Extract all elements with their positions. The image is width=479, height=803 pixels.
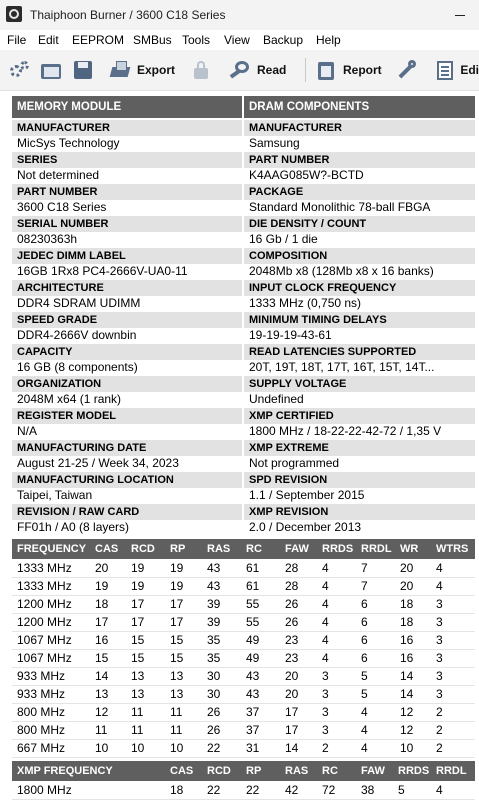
field-label: JEDEC DIMM LABEL — [12, 248, 242, 264]
timing-cell: 23 — [285, 633, 299, 647]
dram-component-field — [244, 183, 475, 214]
timing-cell: 16 — [400, 633, 414, 647]
field-label: PACKAGE — [244, 184, 475, 200]
timing-cell: 43 — [207, 579, 221, 593]
menu-view[interactable]: View — [224, 33, 250, 47]
timing-cell: 11 — [131, 723, 144, 737]
timing-cell: 4 — [361, 723, 368, 737]
timing-row — [12, 739, 475, 758]
editor-label: Edi — [460, 63, 479, 77]
memory-module-field — [12, 151, 242, 182]
export-icon — [109, 59, 131, 81]
memory-module-field — [12, 503, 242, 534]
timing-column-header[interactable]: WR — [400, 543, 419, 555]
field-value: 2048Mb x8 (128Mb x8 x 16 banks) — [249, 264, 434, 278]
timing-cell: 15 — [170, 651, 184, 665]
timing-cell: 55 — [246, 597, 260, 611]
timing-cell: 17 — [170, 615, 184, 629]
timing-cell: 43 — [207, 561, 221, 575]
field-value: 2.0 / December 2013 — [249, 520, 362, 534]
memory-module-header: MEMORY MODULE — [12, 96, 242, 118]
field-label: SPEED GRADE — [12, 312, 242, 328]
dram-component-field — [244, 471, 475, 502]
field-value: 20T, 19T, 18T, 17T, 16T, 15T, 14T... — [249, 360, 435, 374]
memory-module-field — [12, 375, 242, 406]
field-value: Standard Monolithic 78-ball FBGA — [249, 200, 431, 214]
timing-row — [12, 595, 475, 614]
menu-file[interactable]: File — [7, 33, 27, 47]
timing-cell: 49 — [246, 633, 260, 647]
timing-cell: 1067 MHz — [17, 633, 72, 647]
timing-cell: 3 — [322, 705, 329, 719]
memory-module-field — [12, 311, 242, 342]
timing-cell: 2 — [436, 723, 443, 737]
dram-component-field — [244, 407, 475, 438]
folder-icon — [40, 59, 62, 81]
timing-cell: 14 — [400, 687, 414, 701]
field-label: XMP CERTIFIED — [244, 408, 475, 424]
memory-module-field — [12, 183, 242, 214]
timing-cell: 14 — [400, 669, 414, 683]
timing-cell: 37 — [246, 723, 260, 737]
dram-component-field — [244, 151, 475, 182]
editor-icon — [434, 59, 454, 81]
xmp-cell: 38 — [361, 783, 375, 797]
timing-cell: 55 — [246, 615, 260, 629]
timing-cell: 3 — [322, 723, 329, 737]
timing-cell: 23 — [285, 651, 299, 665]
field-label: SERIES — [12, 152, 242, 168]
timing-cell: 4 — [322, 651, 329, 665]
xmp-column-header[interactable]: RCD — [207, 765, 231, 777]
timing-cell: 26 — [207, 705, 221, 719]
timing-cell: 1333 MHz — [17, 561, 72, 575]
timing-cell: 14 — [285, 741, 299, 755]
settings-button[interactable] — [8, 54, 30, 86]
gears-icon — [8, 59, 30, 81]
menu-bar — [0, 30, 479, 50]
timing-cell: 12 — [400, 705, 414, 719]
timing-cell: 31 — [246, 741, 260, 755]
field-value: K4AAG085W?-BCTD — [249, 168, 364, 182]
field-label: PART NUMBER — [244, 152, 475, 168]
field-label: READ LATENCIES SUPPORTED — [244, 344, 475, 360]
timing-row — [12, 685, 475, 704]
report-label: Report — [343, 63, 382, 77]
memory-module-field — [12, 247, 242, 278]
timing-cell: 13 — [170, 669, 184, 683]
timing-cell: 3 — [436, 633, 443, 647]
field-label: INPUT CLOCK FREQUENCY — [244, 280, 475, 296]
field-value: Samsung — [249, 136, 300, 150]
timing-cell: 1200 MHz — [17, 597, 72, 611]
timing-cell: 1333 MHz — [17, 579, 72, 593]
timing-column-header[interactable]: RP — [170, 543, 186, 555]
timing-cell: 19 — [95, 579, 109, 593]
timing-cell: 49 — [246, 651, 260, 665]
xmp-cell: 22 — [246, 783, 260, 797]
timing-cell: 19 — [170, 579, 184, 593]
timing-cell: 28 — [285, 579, 299, 593]
timing-cell: 37 — [246, 705, 260, 719]
dram-component-field — [244, 247, 475, 278]
timing-cell: 17 — [285, 723, 299, 737]
field-value: 3600 C18 Series — [17, 200, 107, 214]
timing-cell: 12 — [95, 705, 109, 719]
field-value: 08230363h — [17, 232, 78, 246]
field-value: August 21-25 / Week 34, 2023 — [17, 456, 179, 470]
timing-cell: 61 — [246, 579, 260, 593]
field-value: MicSys Technology — [17, 136, 120, 150]
timing-cell: 14 — [95, 669, 109, 683]
timing-cell: 6 — [361, 633, 368, 647]
timing-cell: 4 — [361, 741, 368, 755]
xmp-column-header[interactable]: CAS — [170, 765, 194, 777]
timing-cell: 933 MHz — [17, 669, 66, 683]
timing-cell: 11 — [170, 705, 183, 719]
timing-row — [12, 703, 475, 722]
timing-cell: 800 MHz — [17, 723, 66, 737]
field-label: CAPACITY — [12, 344, 242, 360]
timing-column-header[interactable]: RCD — [131, 543, 155, 555]
editor-button[interactable] — [434, 54, 479, 86]
timing-cell: 1067 MHz — [17, 651, 72, 665]
timing-column-header[interactable]: FREQUENCY — [17, 543, 87, 555]
timing-cell: 3 — [436, 615, 443, 629]
xmp-cell: 18 — [170, 783, 184, 797]
timing-cell: 19 — [170, 561, 184, 575]
dram-component-field — [244, 503, 475, 534]
field-label: PART NUMBER — [12, 184, 242, 200]
menu-eeprom[interactable]: EEPROM — [72, 33, 125, 47]
timing-row — [12, 721, 475, 740]
timing-header-row — [12, 539, 475, 559]
timing-cell: 7 — [361, 561, 368, 575]
timing-cell: 11 — [95, 723, 108, 737]
read-icon — [229, 59, 251, 81]
lock-icon — [190, 59, 212, 81]
field-value: 2048M x64 (1 rank) — [17, 392, 122, 406]
timing-cell: 4 — [322, 579, 329, 593]
field-value: Taipei, Taiwan — [17, 488, 93, 502]
field-value: 1333 MHz (0,750 ns) — [249, 296, 362, 310]
app-icon — [6, 6, 22, 22]
timing-cell: 17 — [131, 597, 145, 611]
timing-cell: 28 — [285, 561, 299, 575]
memory-module-field — [12, 279, 242, 310]
timing-cell: 17 — [95, 615, 109, 629]
timing-cell: 4 — [436, 561, 443, 575]
memory-module-field — [12, 343, 242, 374]
timing-cell: 39 — [207, 615, 221, 629]
timing-cell: 7 — [361, 579, 368, 593]
field-label: MANUFACTURING LOCATION — [12, 472, 242, 488]
timing-cell: 35 — [207, 651, 221, 665]
timing-cell: 4 — [322, 561, 329, 575]
window-title: Thaiphoon Burner / 3600 C18 Series — [30, 8, 226, 22]
timing-cell: 20 — [285, 687, 299, 701]
field-label: MINIMUM TIMING DELAYS — [244, 312, 475, 328]
timing-cell: 15 — [170, 633, 184, 647]
field-value: 16 Gb / 1 die — [249, 232, 318, 246]
memory-module-field — [12, 439, 242, 470]
timing-cell: 43 — [246, 687, 260, 701]
save-button[interactable] — [72, 54, 94, 86]
timing-cell: 20 — [95, 561, 109, 575]
timing-cell: 4 — [322, 597, 329, 611]
timing-cell: 61 — [246, 561, 260, 575]
timing-cell: 4 — [322, 615, 329, 629]
xmp-cell: 22 — [207, 783, 221, 797]
dram-component-field — [244, 215, 475, 246]
menu-backup[interactable]: Backup — [263, 33, 304, 47]
xmp-column-header[interactable]: RRDL — [436, 765, 467, 777]
timing-cell: 10 — [131, 741, 145, 755]
timing-row — [12, 667, 475, 686]
timing-cell: 4 — [436, 579, 443, 593]
open-button[interactable] — [40, 54, 62, 86]
timing-cell: 10 — [400, 741, 414, 755]
export-button[interactable] — [109, 54, 175, 86]
clipboard-icon — [315, 59, 337, 81]
timing-cell: 667 MHz — [17, 741, 66, 755]
memory-module-field — [12, 471, 242, 502]
timing-cell: 13 — [95, 687, 109, 701]
dram-component-field — [244, 119, 475, 150]
xmp-cell: 42 — [285, 783, 299, 797]
report-button[interactable] — [315, 54, 382, 86]
xmp-column-header[interactable]: RAS — [285, 765, 309, 777]
timing-cell: 17 — [170, 597, 184, 611]
wrench-icon — [396, 59, 418, 81]
dram-components-header: DRAM COMPONENTS — [244, 96, 475, 118]
timing-cell: 15 — [131, 633, 145, 647]
timing-cell: 18 — [400, 597, 414, 611]
timing-row — [12, 613, 475, 632]
lock-button[interactable] — [190, 54, 212, 86]
timing-cell: 35 — [207, 633, 221, 647]
timing-cell: 20 — [285, 669, 299, 683]
timing-row — [12, 559, 475, 578]
title-bar — [0, 0, 479, 30]
timing-cell: 6 — [361, 651, 368, 665]
timing-cell: 3 — [436, 687, 443, 701]
field-value: 16 GB (8 components) — [17, 360, 138, 374]
timing-cell: 30 — [207, 687, 221, 701]
tools-button[interactable] — [396, 54, 418, 86]
field-label: XMP EXTREME — [244, 440, 475, 456]
timing-cell: 4 — [322, 633, 329, 647]
timing-cell: 20 — [400, 561, 414, 575]
timing-cell: 18 — [95, 597, 109, 611]
timing-column-header[interactable]: CAS — [95, 543, 119, 555]
timing-row — [12, 631, 475, 650]
field-label: MANUFACTURER — [244, 120, 475, 136]
timing-column-header[interactable]: RRDS — [322, 543, 354, 555]
minimize-button[interactable] — [441, 0, 479, 30]
timing-column-header[interactable]: WTRS — [436, 543, 469, 555]
timing-cell: 16 — [400, 651, 414, 665]
read-button[interactable] — [229, 54, 286, 86]
dram-component-field — [244, 311, 475, 342]
field-value: 1.1 / September 2015 — [249, 488, 365, 502]
field-value: DDR4-2666V downbin — [17, 328, 137, 342]
timing-cell: 15 — [131, 651, 145, 665]
timing-cell: 13 — [131, 669, 145, 683]
field-label: ORGANIZATION — [12, 376, 242, 392]
timing-cell: 6 — [361, 615, 368, 629]
field-label: REGISTER MODEL — [12, 408, 242, 424]
timing-cell: 3 — [436, 597, 443, 611]
timing-cell: 19 — [131, 579, 145, 593]
timing-cell: 5 — [361, 669, 368, 683]
timing-column-header[interactable]: RRDL — [361, 543, 392, 555]
timing-cell: 13 — [170, 687, 184, 701]
export-label: Export — [137, 63, 176, 77]
timing-column-header[interactable]: RC — [246, 543, 262, 555]
timing-cell: 2 — [436, 705, 443, 719]
field-label: COMPOSITION — [244, 248, 475, 264]
save-icon — [72, 59, 94, 81]
timing-row — [12, 649, 475, 668]
field-value: FF01h / A0 (8 layers) — [17, 520, 130, 534]
field-label: SERIAL NUMBER — [12, 216, 242, 232]
field-label: XMP REVISION — [244, 504, 475, 520]
field-label: ARCHITECTURE — [12, 280, 242, 296]
timing-cell: 11 — [170, 723, 183, 737]
menu-edit[interactable]: Edit — [38, 33, 59, 47]
dram-component-field — [244, 279, 475, 310]
field-label: SPD REVISION — [244, 472, 475, 488]
memory-module-field — [12, 407, 242, 438]
timing-cell: 20 — [400, 579, 414, 593]
timing-cell: 18 — [400, 615, 414, 629]
timing-cell: 10 — [170, 741, 184, 755]
timing-cell: 1200 MHz — [17, 615, 72, 629]
timing-cell: 3 — [322, 687, 329, 701]
field-value: Not determined — [17, 168, 100, 182]
field-label: REVISION / RAW CARD — [12, 504, 242, 520]
timing-column-header[interactable]: RAS — [207, 543, 231, 555]
timing-cell: 17 — [285, 705, 299, 719]
field-label: SUPPLY VOLTAGE — [244, 376, 475, 392]
timing-cell: 16 — [95, 633, 109, 647]
timing-cell: 5 — [361, 687, 368, 701]
xmp-cell: 5 — [398, 783, 405, 797]
field-label: MANUFACTURER — [12, 120, 242, 136]
timing-row — [12, 577, 475, 596]
timing-cell: 3 — [322, 669, 329, 683]
timing-cell: 12 — [400, 723, 414, 737]
timing-cell: 30 — [207, 669, 221, 683]
timing-cell: 26 — [285, 597, 299, 611]
timing-cell: 4 — [361, 705, 368, 719]
timing-cell: 11 — [131, 705, 144, 719]
timing-cell: 26 — [285, 615, 299, 629]
field-value: 19-19-19-43-61 — [249, 328, 332, 342]
dram-component-field — [244, 343, 475, 374]
timing-column-header[interactable]: FAW — [285, 543, 309, 555]
dram-component-field — [244, 439, 475, 470]
xmp-column-header[interactable]: FAW — [361, 765, 385, 777]
xmp-column-header[interactable]: RC — [322, 765, 338, 777]
memory-module-field — [12, 119, 242, 150]
xmp-cell: 72 — [322, 783, 336, 797]
menu-help[interactable]: Help — [316, 33, 341, 47]
timing-cell: 10 — [95, 741, 109, 755]
timing-cell: 2 — [436, 741, 443, 755]
field-label: DIE DENSITY / COUNT — [244, 216, 475, 232]
xmp-column-header[interactable]: RRDS — [398, 765, 430, 777]
timing-cell: 2 — [322, 741, 329, 755]
field-value: 1800 MHz / 18-22-22-42-72 / 1,35 V — [249, 424, 442, 438]
xmp-header-row — [12, 761, 475, 781]
timing-cell: 3 — [436, 651, 443, 665]
timing-cell: 22 — [207, 741, 221, 755]
read-label: Read — [257, 63, 287, 77]
toolbar — [0, 50, 479, 91]
timing-cell: 26 — [207, 723, 221, 737]
toolbar-separator — [305, 58, 306, 82]
field-label: MANUFACTURING DATE — [12, 440, 242, 456]
timing-cell: 17 — [131, 615, 145, 629]
timing-cell: 43 — [246, 669, 260, 683]
menu-tools[interactable]: Tools — [182, 33, 211, 47]
xmp-column-header[interactable]: XMP FREQUENCY — [17, 765, 113, 777]
xmp-cell: 1800 MHz — [17, 783, 72, 797]
xmp-cell: 4 — [436, 783, 443, 797]
timing-cell: 13 — [131, 687, 145, 701]
timing-cell: 6 — [361, 597, 368, 611]
field-value: Undefined — [249, 392, 304, 406]
timing-cell: 933 MHz — [17, 687, 66, 701]
timing-cell: 800 MHz — [17, 705, 66, 719]
memory-module-field — [12, 215, 242, 246]
field-value: N/A — [17, 424, 38, 438]
timing-cell: 3 — [436, 669, 443, 683]
menu-smbus[interactable]: SMBus — [133, 33, 172, 47]
timing-cell: 39 — [207, 597, 221, 611]
dram-component-field — [244, 375, 475, 406]
xmp-column-header[interactable]: RP — [246, 765, 262, 777]
field-value: 16GB 1Rx8 PC4-2666V-UA0-11 — [17, 264, 188, 278]
xmp-row — [12, 781, 475, 800]
timing-cell: 15 — [95, 651, 109, 665]
field-value: DDR4 SDRAM UDIMM — [17, 296, 141, 310]
field-value: Not programmed — [249, 456, 340, 470]
timing-cell: 19 — [131, 561, 145, 575]
